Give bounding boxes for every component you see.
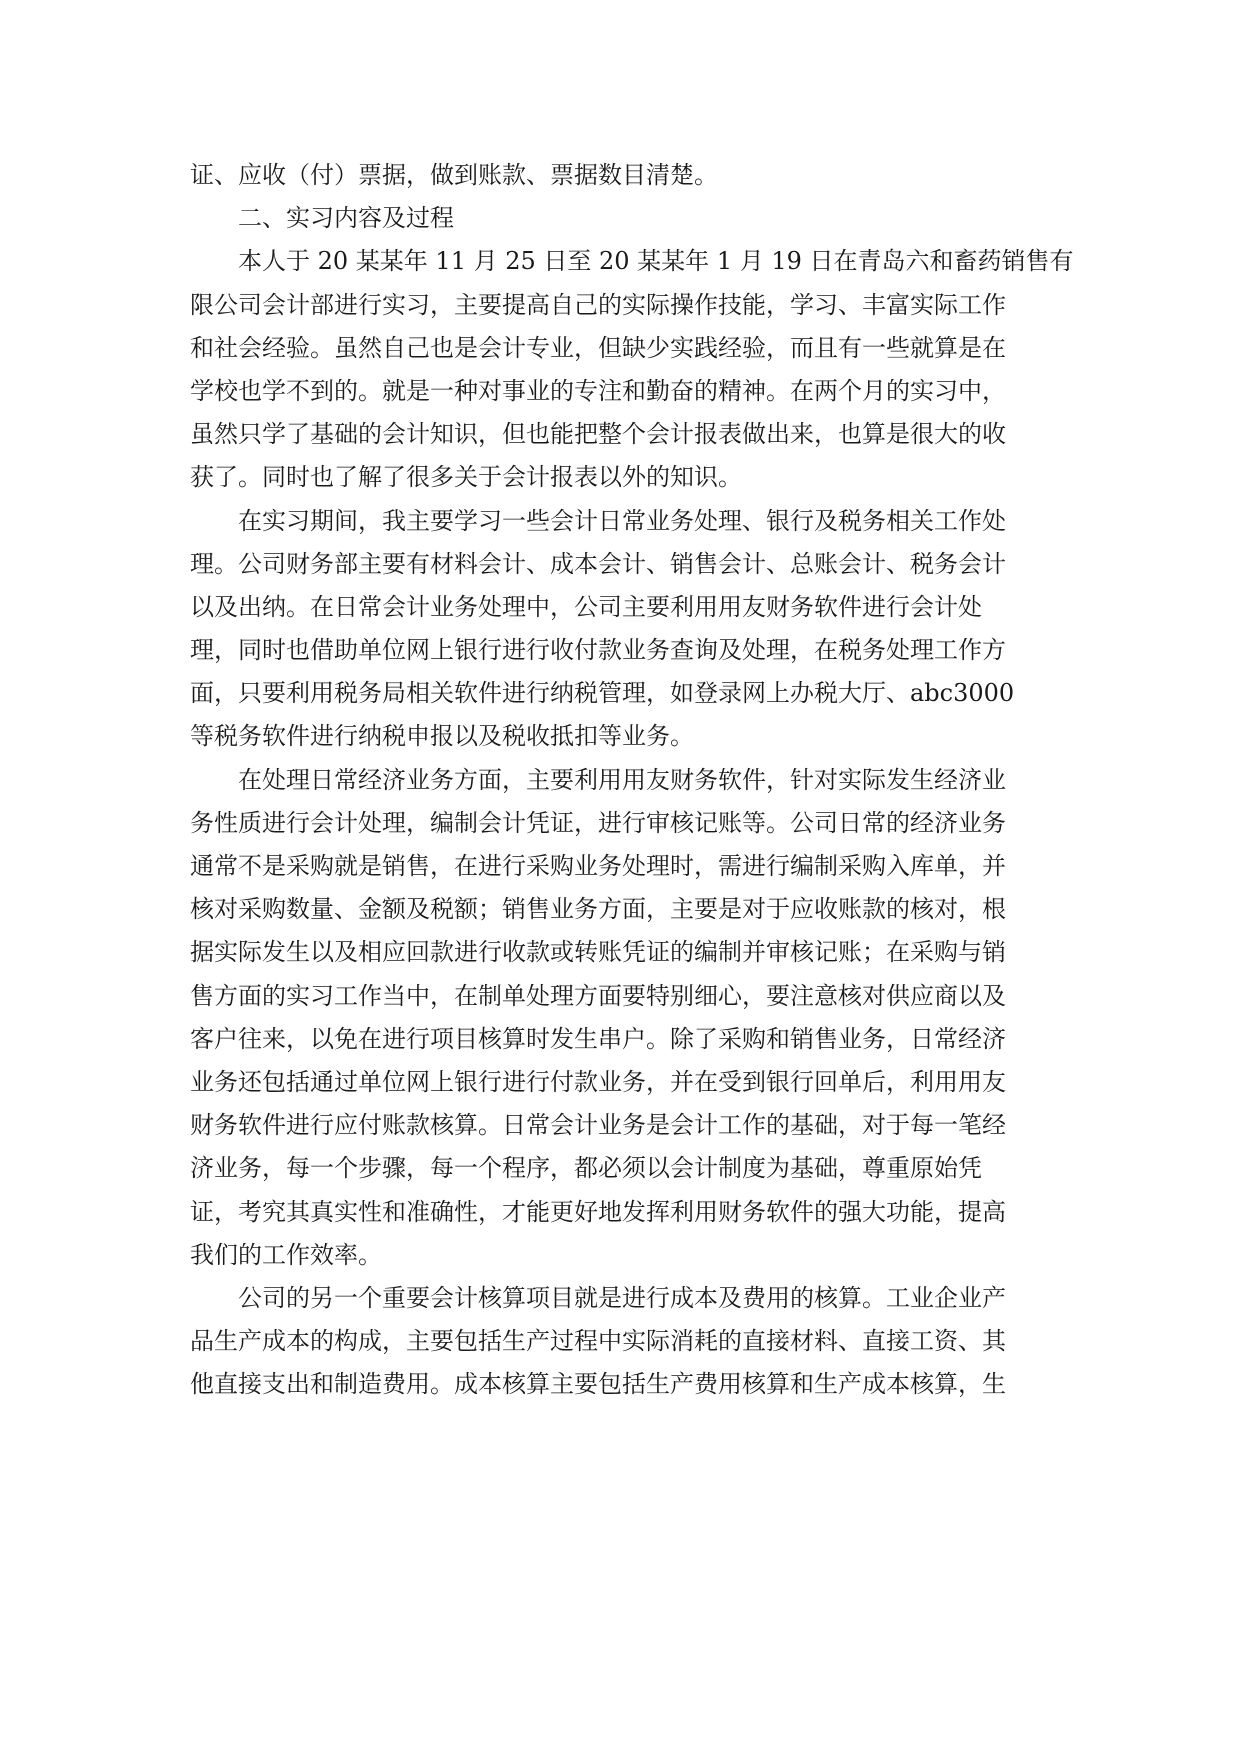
para-4	[190, 1277, 1050, 1407]
text-line: 学校也学不到的。就是一种对事业的专注和勤奋的精神。在两个月的实习中，	[190, 376, 1006, 405]
text-line: 本人于 20 某某年 11 月 25 日至 20 某某年 1 月 19 日在青岛六和畜药销售有	[238, 247, 1074, 276]
text-line: 等税务软件进行纳税申报以及税收抵扣等业务。	[190, 722, 694, 751]
text-line: 业务还包括通过单位网上银行进行付款业务，并在受到银行回单后，利用用友	[190, 1067, 1006, 1096]
text-line: 在处理日常经济业务方面，主要利用用友财务软件，针对实际发生经济业	[238, 765, 1006, 794]
text-line: 客户往来，以免在进行项目核算时发生串户。除了采购和销售业务，日常经济	[190, 1024, 1006, 1053]
text-line: 售方面的实习工作当中，在制单处理方面要特别细心，要注意核对供应商以及	[190, 981, 1006, 1010]
text-line: 据实际发生以及相应回款进行收款或转账凭证的编制并审核记账；在采购与销	[190, 938, 1006, 967]
section-heading	[190, 197, 1050, 240]
para-1	[190, 240, 1074, 499]
text-line: 在实习期间，我主要学习一些会计日常业务处理、银行及税务相关工作处	[238, 506, 1006, 535]
text-line: 他直接支出和制造费用。成本核算主要包括生产费用核算和生产成本核算，生	[190, 1370, 1006, 1399]
text-line: 虽然只学了基础的会计知识，但也能把整个会计报表做出来，也算是很大的收	[190, 420, 1006, 449]
text-line: 获了。同时也了解了很多关于会计报表以外的知识。	[190, 463, 742, 492]
para-2	[190, 500, 1050, 759]
text-line: 以及出纳。在日常会计业务处理中，公司主要利用用友财务软件进行会计处	[190, 592, 982, 621]
text-line: 证、应收（付）票据，做到账款、票据数目清楚。	[190, 161, 718, 189]
para-continuation	[190, 154, 1050, 197]
text-line: 限公司会计部进行实习，主要提高自己的实际操作技能，学习、丰富实际工作	[190, 290, 1006, 319]
text-line: 财务软件进行应付账款核算。日常会计业务是会计工作的基础，对于每一笔经	[190, 1111, 1006, 1140]
text-line: 务性质进行会计处理，编制会计凭证，进行审核记账等。公司日常的经济业务	[190, 808, 1006, 837]
text-line: 公司的另一个重要会计核算项目就是进行成本及费用的核算。工业企业产	[238, 1283, 1006, 1312]
text-line: 理。公司财务部主要有材料会计、成本会计、销售会计、总账会计、税务会计	[190, 549, 1006, 578]
text-line: 和社会经验。虽然自己也是会计专业，但缺少实践经验，而且有一些就算是在	[190, 333, 1006, 362]
text-line: 我们的工作效率。	[190, 1240, 382, 1269]
text-line: 济业务，每一个步骤，每一个程序，都必须以会计制度为基础，尊重原始凭	[190, 1154, 982, 1183]
text-line: 证，考究其真实性和准确性，才能更好地发挥利用财务软件的强大功能，提高	[190, 1197, 1006, 1226]
document-body	[190, 154, 1074, 1406]
para-3	[190, 759, 1050, 1277]
text-line: 二、实习内容及过程	[238, 204, 454, 233]
text-line: 核对采购数量、金额及税额；销售业务方面，主要是对于应收账款的核对，根	[190, 895, 1006, 924]
text-line: 理，同时也借助单位网上银行进行收付款业务查询及处理，在税务处理工作方	[190, 636, 1006, 665]
text-line: 面，只要利用税务局相关软件进行纳税管理，如登录网上办税大厅、abc3000	[190, 679, 1015, 708]
text-line: 品生产成本的构成，主要包括生产过程中实际消耗的直接材料、直接工资、其	[190, 1327, 1006, 1356]
text-line: 通常不是采购就是销售，在进行采购业务处理时，需进行编制采购入库单，并	[190, 852, 1006, 880]
